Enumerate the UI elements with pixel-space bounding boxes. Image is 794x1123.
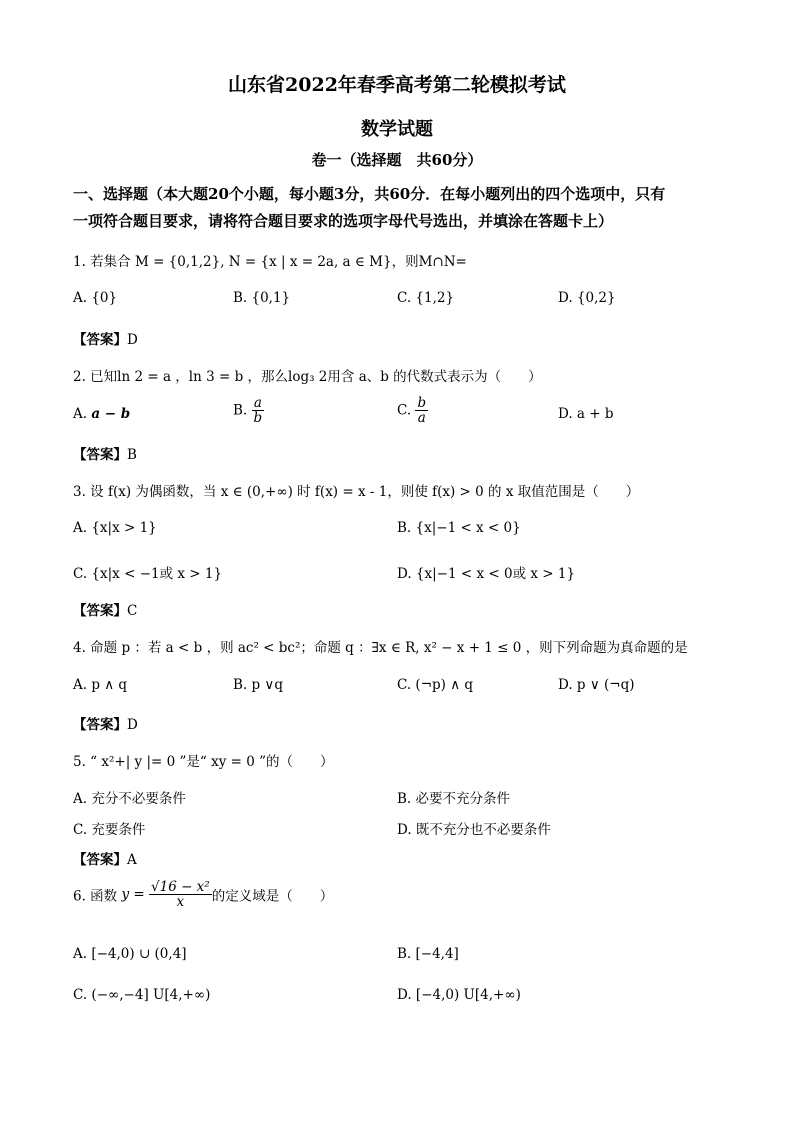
- option-expression: a − b: [91, 406, 131, 422]
- exam-subtitle: 数学试题: [361, 119, 433, 140]
- question-1-answer: [73, 328, 138, 348]
- fraction-denominator: a: [417, 410, 426, 426]
- question-5-option-b: B. 必要不充分条件: [397, 791, 511, 807]
- question-4-option-d: D. p ∨ (¬q): [558, 677, 635, 693]
- question-3-option-d: D. {x|−1 < x < 0或 x > 1}: [397, 566, 576, 582]
- question-3-option-a: A. {x|x > 1}: [73, 520, 157, 536]
- option-letter: A.: [73, 406, 88, 422]
- answer-value: D: [127, 332, 138, 348]
- question-6-stem: [73, 880, 333, 909]
- formula-numerator: √16 − x²: [151, 879, 210, 895]
- option-letter: C.: [397, 402, 412, 419]
- question-1-option-c: C. {1,2}: [397, 290, 455, 306]
- question-6-option-a: A. [−4,0) ∪ (0,4]: [73, 946, 187, 962]
- question-1-option-a: A. {0}: [73, 290, 118, 306]
- question-6-suffix: 的定义域是（ ）: [211, 888, 334, 905]
- question-6-option-b: B. [−4,4]: [397, 946, 459, 962]
- part-heading: 卷一（选择题 共60分）: [311, 151, 483, 169]
- question-5-answer: [73, 848, 137, 868]
- question-3-stem: 3. 设 f(x) 为偶函数，当 x ∈ (0,+∞) 时 f(x) = x - 1，则使 f(x) > 0 的 x 取值范围是（ ）: [73, 484, 640, 500]
- question-4-answer: [73, 713, 138, 733]
- fraction-denominator: b: [253, 410, 263, 426]
- answer-label: 【答案】: [73, 447, 127, 463]
- question-2-option-c: [397, 396, 428, 425]
- exam-title: 山东省2022年春季高考第二轮模拟考试: [228, 74, 566, 96]
- question-1-stem: 1. 若集合 M = {0,1,2}, N = {x | x = 2a, a ∈ M}，则M∩N=: [73, 254, 467, 270]
- section-instructions-line2: 一项符合题目要求，请将符合题目要求的选项字母代号选出，并填涂在答题卡上）: [73, 212, 614, 230]
- fraction: [252, 396, 265, 425]
- formula-lhs: y =: [121, 886, 145, 903]
- formula-fraction: [149, 880, 212, 909]
- question-3-option-b: B. {x|−1 < x < 0}: [397, 520, 521, 536]
- question-5-option-d: D. 既不充分也不必要条件: [397, 822, 551, 838]
- question-2-stem: 2. 已知ln 2 = a ，ln 3 = b ，那么log₃ 2用含 a、b 的代数式表示为（ ）: [73, 369, 542, 385]
- answer-value: B: [127, 447, 137, 463]
- question-4-option-a: A. p ∧ q: [73, 677, 128, 693]
- fraction-numerator: b: [417, 395, 427, 411]
- question-4-stem: 4. 命题 p ：若 a < b ，则 ac² < bc²；命题 q ：∃x ∈ R, x² − x + 1 ≤ 0 ，则下列命题为真命题的是: [73, 640, 688, 656]
- question-2-option-d: D. a + b: [558, 406, 614, 422]
- section-instructions-line1: 一、选择题（本大题20个小题，每小题3分，共60分．在每小题列出的四个选项中，只有: [73, 185, 666, 203]
- question-5-stem: 5. “ x²+| y |= 0 ”是“ xy = 0 ”的（ ）: [73, 754, 334, 770]
- option-letter: B.: [233, 402, 248, 419]
- question-4-option-c: C. (¬p) ∧ q: [397, 677, 474, 693]
- question-2-option-a: [73, 406, 130, 422]
- question-5-option-a: A. 充分不必要条件: [73, 791, 186, 807]
- question-5-option-c: C. 充要条件: [73, 822, 146, 838]
- question-4-option-b: B. p ∨q: [233, 677, 283, 693]
- question-1-option-d: D. {0,2}: [558, 290, 616, 306]
- question-6-option-c: C. (−∞,−4] U[4,+∞): [73, 987, 211, 1003]
- answer-label: 【答案】: [73, 852, 127, 868]
- answer-label: 【答案】: [73, 603, 127, 619]
- answer-value: C: [127, 603, 138, 619]
- question-3-answer: [73, 599, 137, 619]
- fraction-numerator: a: [252, 396, 265, 411]
- question-2-option-b: [233, 396, 264, 425]
- answer-value: D: [127, 717, 138, 733]
- fraction: [415, 396, 428, 425]
- answer-value: A: [127, 852, 137, 868]
- question-1-option-b: B. {0,1}: [233, 290, 291, 306]
- answer-label: 【答案】: [73, 717, 127, 733]
- question-2-answer: [73, 443, 137, 463]
- question-6-option-d: D. [−4,0) U[4,+∞): [397, 987, 521, 1003]
- formula-denominator: x: [176, 894, 185, 910]
- answer-label: 【答案】: [73, 332, 127, 348]
- question-6-prefix: 6. 函数: [73, 888, 118, 905]
- question-3-option-c: C. {x|x < −1或 x > 1}: [73, 566, 223, 582]
